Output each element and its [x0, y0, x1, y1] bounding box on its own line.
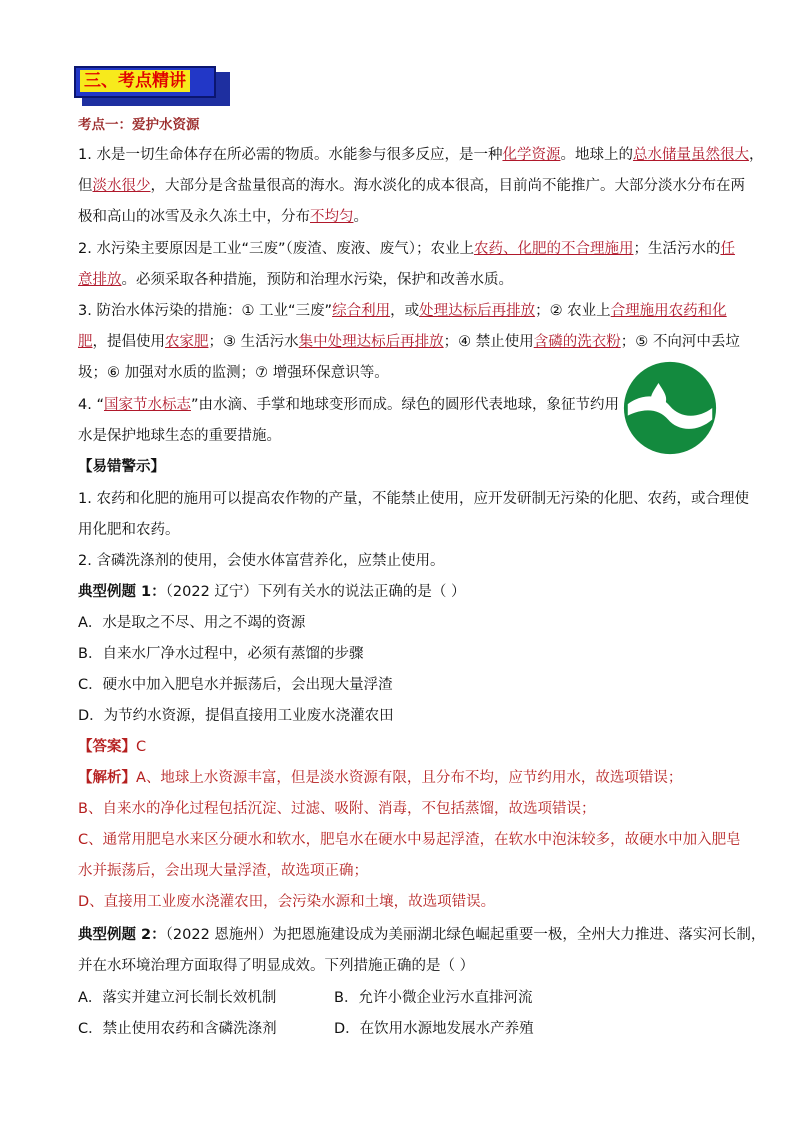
example1-option-c: C．硬水中加入肥皂水并振荡后，会出现大量浮渣	[78, 677, 393, 693]
keyword: 化学资源	[502, 147, 561, 163]
warning-line2: 用化肥和农药。	[78, 522, 180, 538]
example1-answer	[78, 738, 146, 756]
text: ；③ 生活污水	[208, 334, 299, 350]
example2-option-a: A．落实并建立河长制长效机制	[78, 990, 277, 1006]
p4-line1	[78, 396, 619, 414]
p3-line1	[78, 302, 727, 320]
text: ，提倡使用	[92, 334, 165, 350]
warning-line3: 2. 含磷洗涤剂的使用，会使水体富营养化，应禁止使用。	[78, 553, 445, 569]
text: ，大部分是含盐量很高的海水。海水淡化的成本很高，目前尚不能推广。大部分淡水分布在两	[150, 178, 745, 194]
text: 水是保护地球生态的重要措施。	[78, 428, 281, 444]
answer-label: 【答案】	[78, 739, 136, 755]
p1-line2	[78, 177, 745, 195]
keyword: 含磷的洗衣粉	[533, 334, 621, 350]
p4-line2	[78, 427, 281, 445]
example2-option-c: C．禁止使用农药和含磷洗涤剂	[78, 1021, 277, 1037]
keyword: 农家肥	[165, 334, 209, 350]
keyword: 集中处理达标后再排放	[298, 334, 444, 350]
keyword: 国家节水标志	[103, 397, 191, 413]
text: 1. 水是一切生命体存在所必需的物质。水能参与很多反应，是一种	[78, 147, 503, 163]
text: ；生活污水的	[633, 241, 721, 257]
text: （2022 恩施州）为把恩施建设成为美丽湖北绿色崛起重要一极，全州大力推进、落实河长制，	[165, 927, 766, 943]
keyword: 处理达标后再排放	[419, 303, 536, 319]
text: ；⑤ 不向河中丢垃	[620, 334, 740, 350]
keyword: 淡水很少	[92, 178, 151, 194]
text: A、地球上水资源丰富，但是淡水资源有限，且分布不均，应节约用水，故选项错误；	[136, 770, 683, 786]
text: 。必须采取各种措施，预防和治理水污染，保护和改善水质。	[121, 272, 513, 288]
keyword: 意排放	[78, 272, 122, 288]
p1-line3	[78, 208, 368, 226]
example1-analysis-d: D、直接用工业废水浇灌农田，会污染水源和土壤，故选项错误。	[78, 894, 496, 910]
example-label: 典型例题 2：	[78, 927, 166, 943]
answer-value: C	[136, 739, 147, 755]
example2-option-b: B．允许小微企业污水直排河流	[334, 990, 533, 1006]
keyword: 任	[720, 241, 735, 257]
example2-option-d: D．在饮用水源地发展水产养殖	[334, 1021, 534, 1037]
section-banner	[74, 66, 232, 106]
text: 。地球上的	[560, 147, 633, 163]
example1-analysis-b: B、自来水的净化过程包括沉淀、过滤、吸附、消毒，不包括蒸馏，故选项错误；	[78, 801, 596, 817]
text: 但	[78, 178, 93, 194]
example1-analysis-c2: 水并振荡后，会出现大量浮渣，故选项正确；	[78, 863, 368, 879]
text: ，或	[390, 303, 420, 319]
water-saving-logo-icon	[622, 360, 718, 456]
keyword: 合理施用农药和化	[610, 303, 727, 319]
example1-option-b: B．自来水厂净水过程中，必须有蒸馏的步骤	[78, 646, 364, 662]
keyword: 农药、化肥的不合理施用	[473, 241, 634, 257]
text: ；② 农业上	[535, 303, 611, 319]
text: （2022 辽宁）下列有关水的说法正确的是（ ）	[165, 584, 466, 600]
example1-analysis-a	[78, 769, 682, 787]
section-title: 三、考点精讲	[80, 70, 190, 92]
example-label: 典型例题 1：	[78, 584, 166, 600]
p3-line3	[78, 364, 389, 382]
warning-title: 【易错警示】	[78, 459, 165, 475]
analysis-label: 【解析】	[78, 770, 136, 786]
p1-line1	[78, 146, 763, 164]
example2-question-line2: 并在水环境治理方面取得了明显成效。下列措施正确的是（ ）	[78, 958, 475, 974]
warning-line1: 1. 农药和化肥的施用可以提高农作物的产量，不能禁止使用，应开发研制无污染的化肥、农药，或合理使	[78, 491, 749, 507]
example1-question	[78, 583, 466, 601]
example1-option-a: A．水是取之不尽、用之不竭的资源	[78, 615, 306, 631]
example2-question-line1	[78, 926, 765, 944]
keyword: 不均匀	[310, 209, 354, 225]
p3-line2	[78, 333, 740, 351]
keyword: 肥	[78, 334, 93, 350]
text: 3. 防治水体污染的措施：① 工业“三废”	[78, 303, 333, 319]
text: 4. “	[78, 397, 104, 413]
text: ”由水滴、手掌和地球变形而成。绿色的圆形代表地球，象征节约用	[190, 397, 619, 413]
example1-analysis-c1: C、通常用肥皂水来区分硬水和软水，肥皂水在硬水中易起浮渣，在软水中泡沫较多，故硬水中加入肥皂	[78, 832, 741, 848]
keyword: 综合利用	[332, 303, 391, 319]
text: ，	[748, 147, 764, 163]
text: 圾；⑥ 加强对水质的监测；⑦ 增强环保意识等。	[78, 365, 389, 381]
text: ；④ 禁止使用	[443, 334, 534, 350]
text: 极和高山的冰雪及永久冻土中，分布	[78, 209, 310, 225]
p2-line2	[78, 271, 513, 289]
text: 2. 水污染主要原因是工业“三废”（废渣、废液、废气）；农业上	[78, 241, 474, 257]
p2-line1	[78, 240, 735, 258]
text: 。	[353, 209, 368, 225]
kaodian-title: 考点一：爱护水资源	[78, 117, 200, 133]
example1-option-d: D．为节约水资源，提倡直接用工业废水浇灌农田	[78, 708, 394, 724]
keyword: 总水储量虽然很大	[632, 147, 749, 163]
